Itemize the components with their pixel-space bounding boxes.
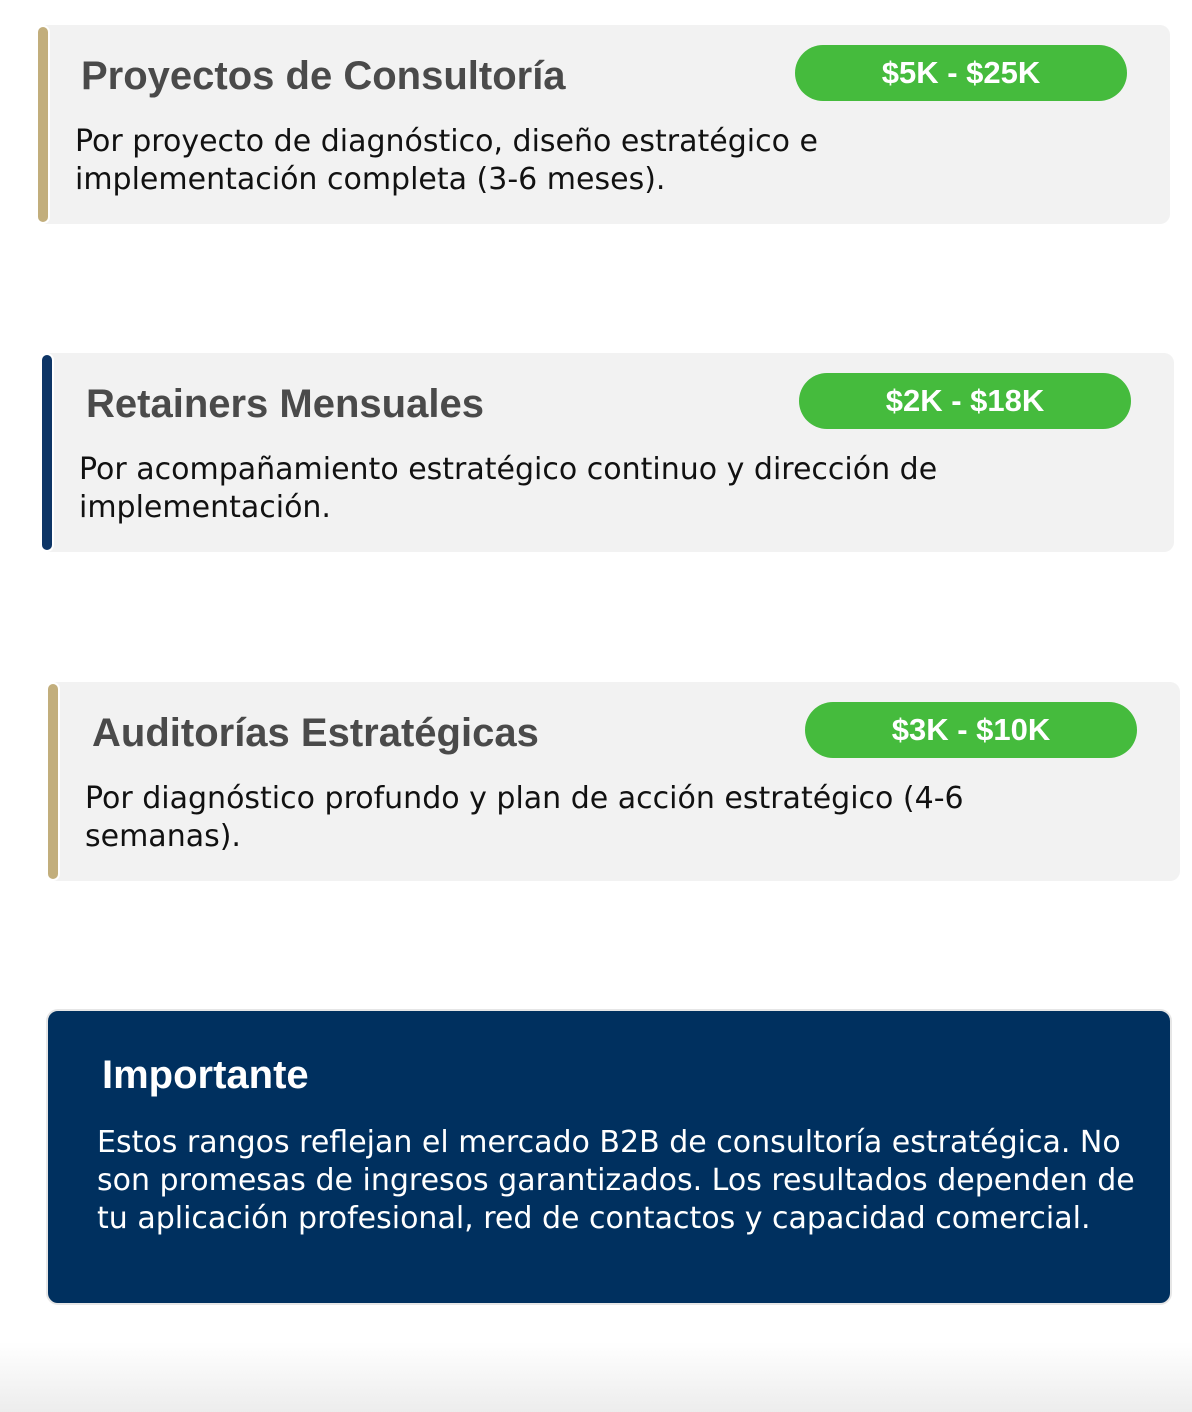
service-card-auditorias <box>46 682 1180 881</box>
notice-title: Importante <box>102 1053 309 1097</box>
price-badge: $2K - $18K <box>799 373 1131 429</box>
card-accent-bar <box>40 353 54 552</box>
service-description: Por diagnóstico profundo y plan de acción estratégico (4-6 semanas). <box>85 781 964 854</box>
important-notice <box>46 1009 1172 1305</box>
price-badge: $5K - $25K <box>795 45 1127 101</box>
service-card-retainers <box>40 353 1174 552</box>
service-title: Auditorías Estratégicas <box>92 711 539 755</box>
service-title: Proyectos de Consultoría <box>81 54 566 98</box>
card-accent-bar <box>36 25 50 224</box>
card-accent-bar <box>46 682 60 881</box>
bottom-shadow <box>0 1342 1192 1412</box>
service-card-consultoria <box>36 25 1170 224</box>
notice-body: Estos rangos reflejan el mercado B2B de consultoría estratégica. No son promesas de ingresos garantizados. Los resultados dependen de tu aplicación profesional, red de contactos y capacidad comercial. <box>97 1125 1135 1236</box>
price-badge: $3K - $10K <box>805 702 1137 758</box>
service-description: Por acompañamiento estratégico continuo y dirección de implementación. <box>79 452 938 525</box>
service-title: Retainers Mensuales <box>86 382 484 426</box>
service-description: Por proyecto de diagnóstico, diseño estratégico e implementación completa (3-6 meses). <box>75 124 818 197</box>
